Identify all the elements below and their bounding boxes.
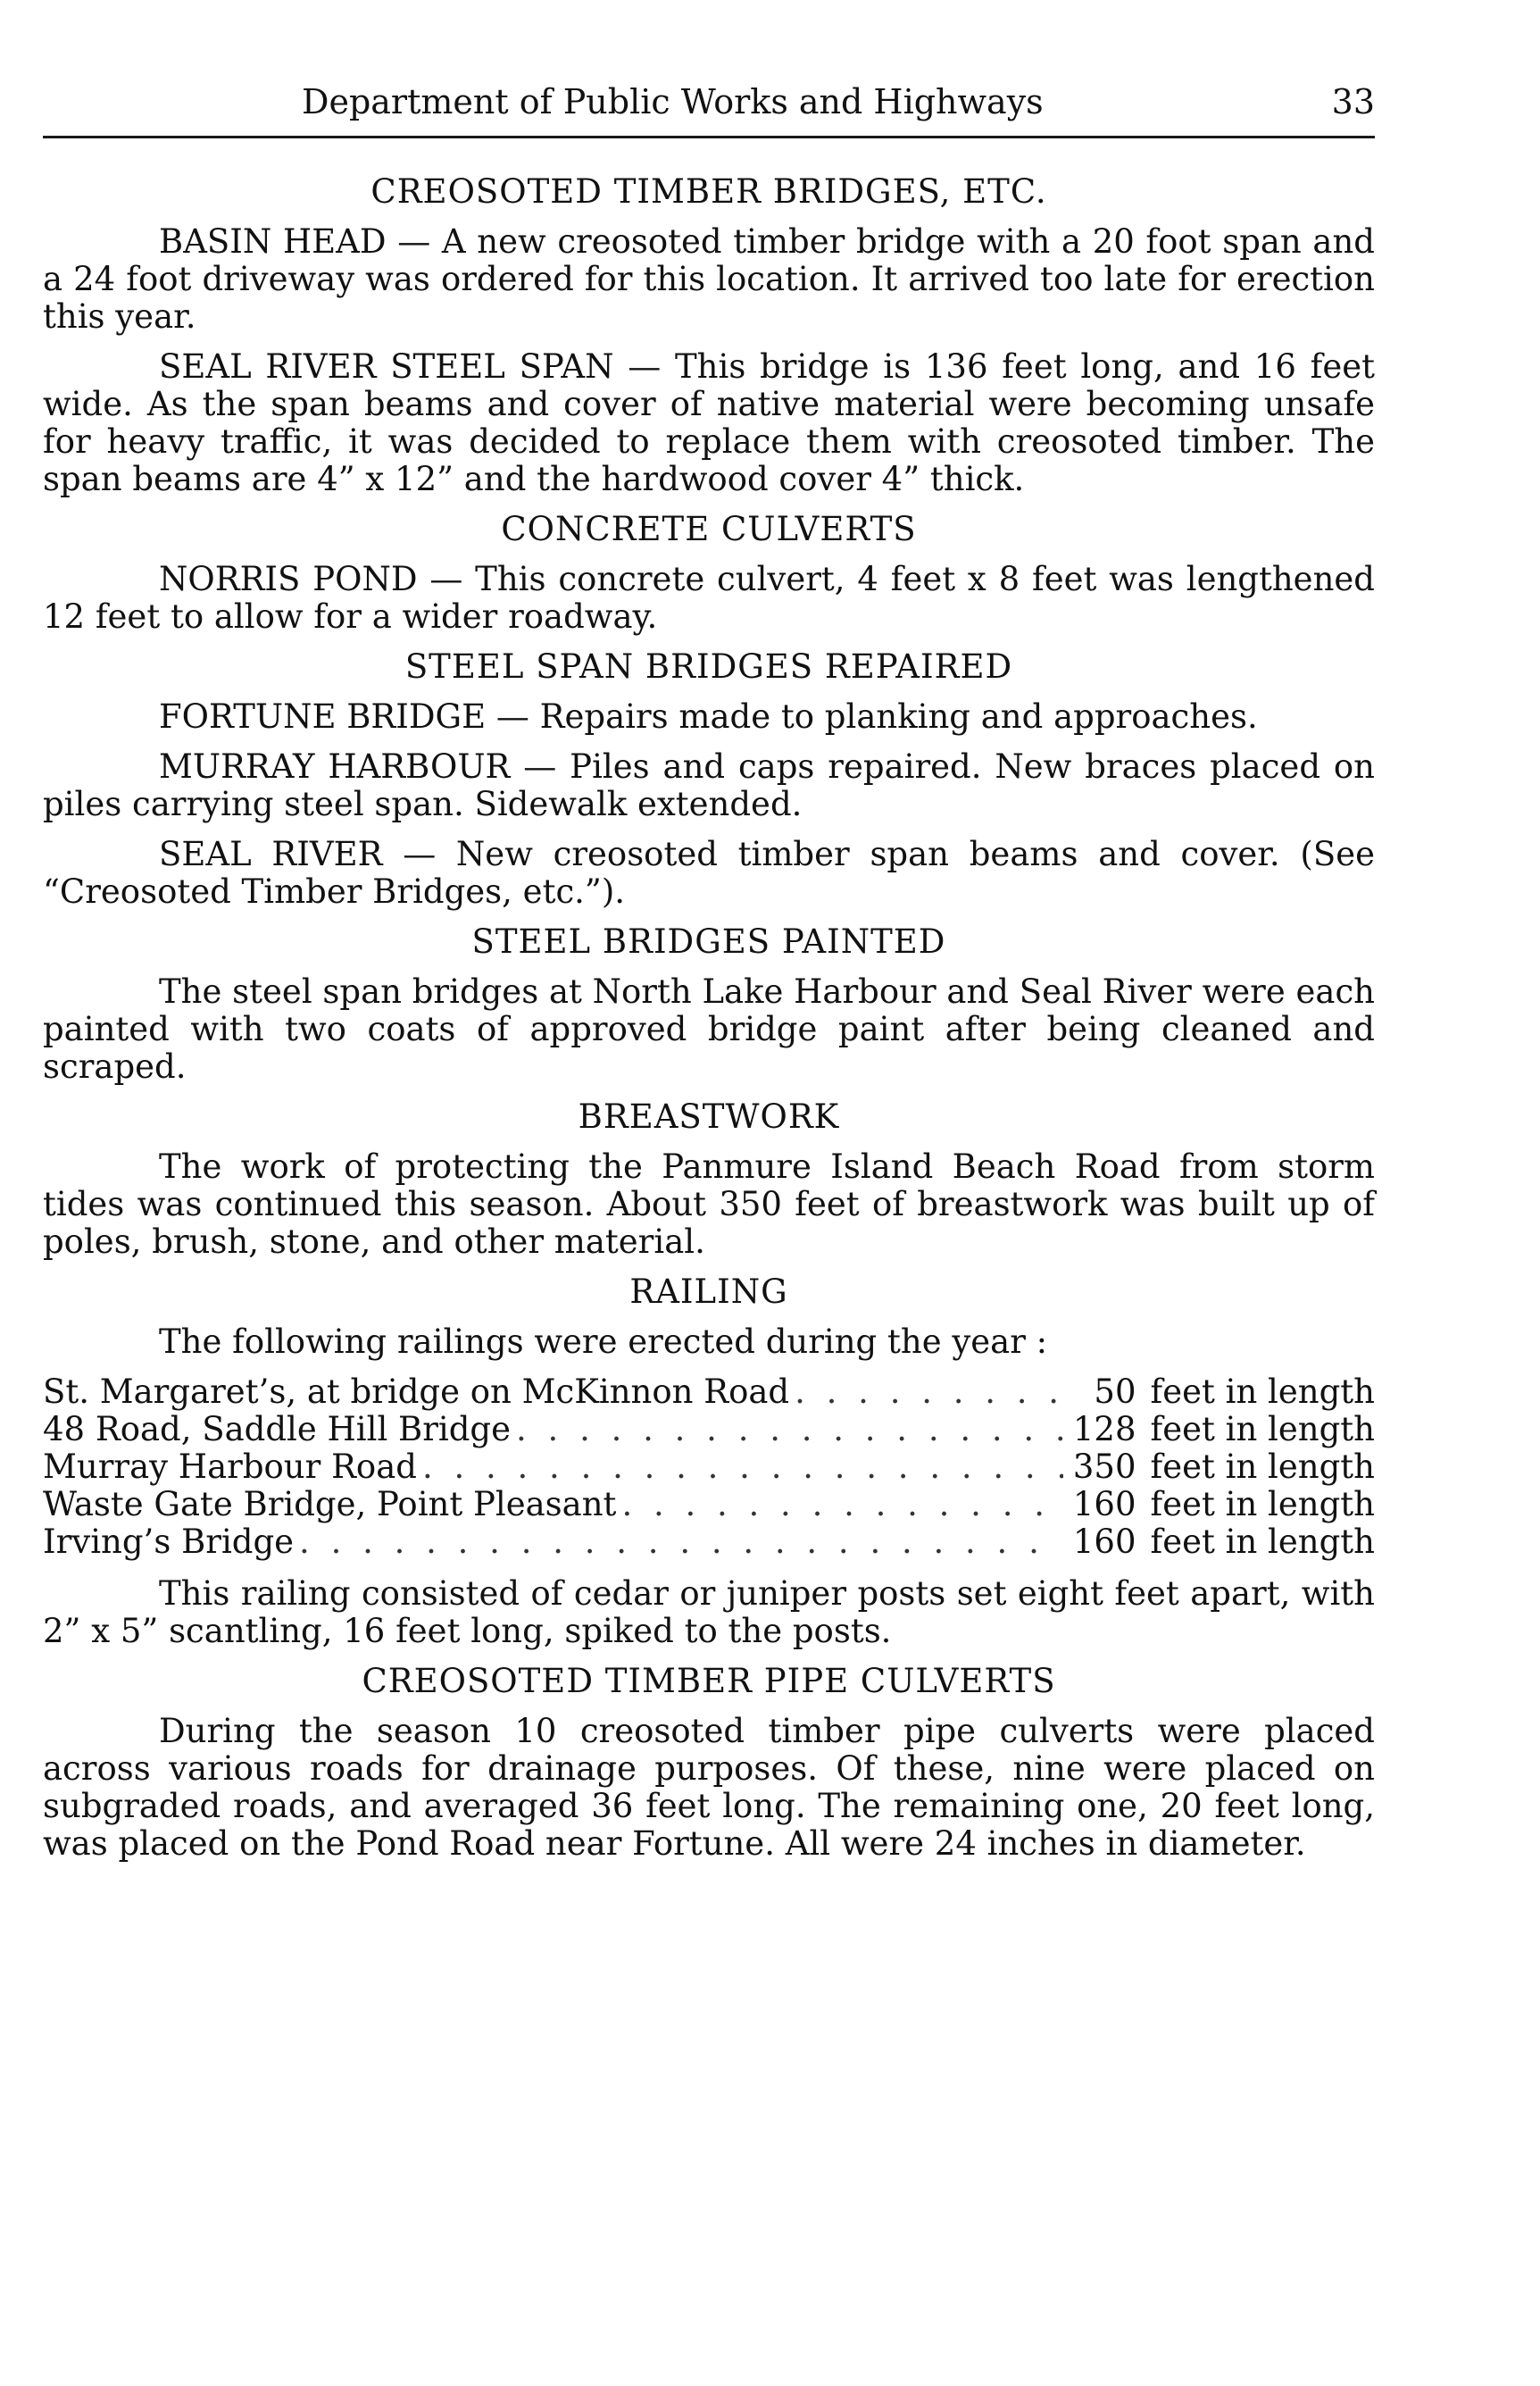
- railing-unit: feet in length: [1150, 1523, 1375, 1561]
- railing-unit: feet in length: [1150, 1447, 1375, 1486]
- section-railing: [43, 1273, 1375, 1650]
- header-rule: [43, 136, 1375, 138]
- dot-leader: [422, 1448, 1063, 1486]
- paragraph-painting: The steel span bridges at North Lake Harbour and Seal River were each painted with two coats of approved bridge paint after being cleaned and scraped.: [43, 972, 1375, 1086]
- section-heading: BREASTWORK: [578, 1097, 840, 1136]
- railing-location: 48 Road, Saddle Hill Bridge: [43, 1410, 512, 1448]
- page-body: [43, 173, 1375, 1875]
- section-steel-bridges-painted: [43, 923, 1375, 1086]
- section-creosoted-timber-bridges: [43, 173, 1375, 498]
- list-item: [43, 1448, 1375, 1486]
- railing-unit: feet in length: [1150, 1485, 1375, 1523]
- railing-length: 160: [1072, 1485, 1136, 1523]
- section-creosoted-timber-pipe-culverts: [43, 1663, 1375, 1863]
- railing-list: [43, 1373, 1375, 1561]
- section-concrete-culverts: [43, 511, 1375, 636]
- section-heading: STEEL BRIDGES PAINTED: [471, 922, 946, 961]
- section-heading: RAILING: [629, 1272, 788, 1311]
- paragraph-pipe-culverts: During the season 10 creosoted timber pipe culverts were placed across various roads for drainage purposes. Of these, nine were placed on subgraded roads, and averaged 36 feet long. The remaining one, 20 feet long, was placed on the Pond Road near Fortune. All were 24 inches in diameter.: [43, 1712, 1375, 1863]
- dot-leader: [299, 1523, 1062, 1561]
- railing-length: 350: [1072, 1447, 1136, 1486]
- railing-length: 128: [1072, 1410, 1136, 1448]
- railing-location: Murray Harbour Road: [43, 1447, 417, 1486]
- railing-unit: feet in length: [1150, 1410, 1375, 1448]
- section-steel-span-bridges-repaired: [43, 648, 1375, 911]
- list-item: [43, 1486, 1375, 1523]
- section-breastwork: [43, 1098, 1375, 1261]
- dot-leader: [516, 1411, 1062, 1448]
- paragraph-railing-note: This railing consisted of cedar or juniper posts set eight feet apart, with 2” x 5” scantling, 16 feet long, spiked to the posts.: [43, 1574, 1375, 1650]
- paragraph-murray-harbour: MURRAY HARBOUR — Piles and caps repaired. New braces placed on piles carrying steel span. Sidewalk extended.: [43, 747, 1375, 823]
- list-item: [43, 1373, 1375, 1411]
- running-head-title: Department of Public Works and Highways: [302, 82, 1044, 121]
- paragraph-seal-river-steel-span: SEAL RIVER STEEL SPAN — This bridge is 136 feet long, and 16 feet wide. As the span beams and cover of native material were becoming unsafe for heavy traffic, it was decided to replace them with creosoted timber. The span beams are 4” x 12” and the hardwood cover 4” thick.: [43, 347, 1375, 498]
- railing-length: 50: [1094, 1372, 1136, 1411]
- list-item: [43, 1411, 1375, 1448]
- page-number: 33: [1331, 82, 1375, 121]
- paragraph-basin-head: BASIN HEAD — A new creosoted timber bridge with a 20 foot span and a 24 foot driveway was ordered for this location. It arrived too late for erection this year.: [43, 222, 1375, 336]
- paragraph-breastwork: The work of protecting the Panmure Island Beach Road from storm tides was continued this season. About 350 feet of breastwork was built up of poles, brush, stone, and other material.: [43, 1147, 1375, 1261]
- section-heading: STEEL SPAN BRIDGES REPAIRED: [404, 647, 1013, 686]
- paragraph-seal-river: SEAL RIVER — New creosoted timber span beams and cover. (See “Creosoted Timber Bridges, etc.”).: [43, 835, 1375, 911]
- railing-length: 160: [1072, 1523, 1136, 1561]
- running-head: [43, 75, 1375, 132]
- dot-leader: [795, 1373, 1062, 1411]
- railing-location: St. Margaret’s, at bridge on McKinnon Road: [43, 1372, 790, 1411]
- list-item: [43, 1523, 1375, 1561]
- section-heading: CREOSOTED TIMBER PIPE CULVERTS: [362, 1662, 1056, 1700]
- paragraph-norris-pond: NORRIS POND — This concrete culvert, 4 feet x 8 feet was lengthened 12 feet to allow for a wider roadway.: [43, 560, 1375, 636]
- railing-location: Irving’s Bridge: [43, 1523, 295, 1561]
- railing-unit: feet in length: [1150, 1372, 1375, 1411]
- section-heading: CREOSOTED TIMBER BRIDGES, ETC.: [370, 172, 1047, 211]
- paragraph-fortune-bridge: FORTUNE BRIDGE — Repairs made to planking and approaches.: [159, 697, 1258, 736]
- section-heading: CONCRETE CULVERTS: [501, 510, 917, 548]
- paragraph-railing-intro: The following railings were erected during the year :: [159, 1322, 1048, 1361]
- dot-leader: [621, 1486, 1062, 1523]
- railing-location: Waste Gate Bridge, Point Pleasant: [43, 1485, 617, 1523]
